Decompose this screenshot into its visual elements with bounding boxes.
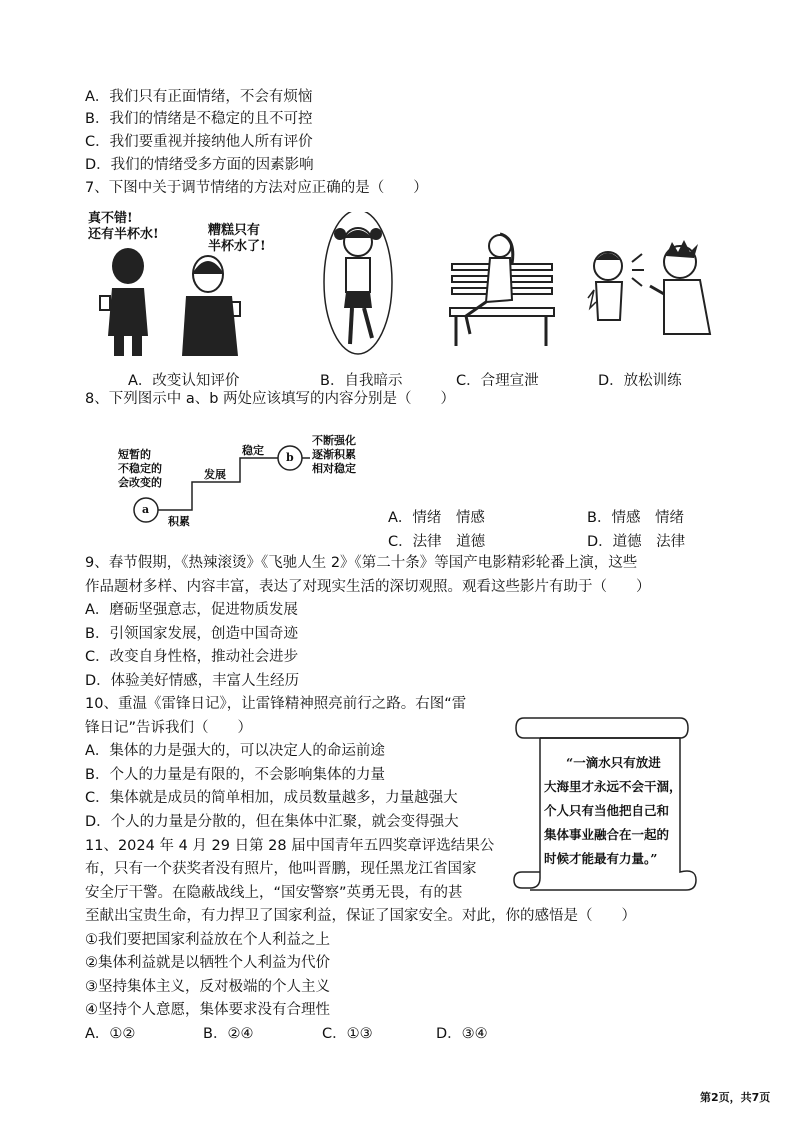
label-stable: 稳定 (242, 444, 264, 457)
two-men-glass-icon (88, 208, 278, 358)
q11-statement-3: ③坚持集体主义，反对极端的个人主义 (85, 979, 330, 995)
q8-option-c: C．法律 道德 (388, 534, 486, 550)
q10-option-c: C．集体就是成员的简单相加，成员数量越多，力量越强大 (85, 790, 458, 806)
label-accumulate: 积累 (168, 515, 190, 528)
q7-caption-c: C．合理宣泄 (456, 373, 539, 389)
q7-illustration-a (88, 208, 278, 358)
scroll-line-2: 大海里才永远不会干涸， (544, 779, 682, 794)
left-text-3: 会改变的 (118, 476, 162, 489)
q7-stem: 7、下图中关于调节情绪的方法对应正确的是（ ） (85, 180, 428, 196)
q10-option-d: D．个人的力量是分散的，但在集体中汇聚，就会变得强大 (85, 814, 459, 830)
scroll-line-3: 个人只有当他把自己和 (544, 803, 670, 818)
left-text-2: 不稳定的 (118, 462, 162, 475)
scroll-line-1: “一滴水只有放进 (566, 755, 661, 770)
q11-option-c: C．①③ (322, 1026, 373, 1042)
page-number: 第2页，共7页 (700, 1091, 771, 1104)
right-text-3: 相对稳定 (312, 462, 356, 475)
q10-stem-line2: 锋日记”告诉我们（ ） (85, 720, 253, 736)
q8-stem: 8、下列图示中 a、b 两处应该填写的内容分别是（ ） (85, 391, 456, 407)
q10-option-a: A．集体的力是强大的，可以决定人的命运前途 (85, 743, 385, 759)
q7-caption-b: B．自我暗示 (320, 373, 403, 389)
q6-option-b: B．我们的情绪是不稳定的且不可控 (85, 111, 313, 127)
q6-option-d: D．我们的情绪受多方面的因素影响 (85, 157, 314, 173)
q9-option-c: C．改变自身性格，推动社会进步 (85, 649, 299, 665)
q11-statement-2: ②集体利益就是以牺牲个人利益为代价 (85, 955, 330, 971)
q9-option-d: D．体验美好情感，丰富人生经历 (85, 673, 300, 689)
q10-stem-line1: 10、重温《雷锋日记》，让雷锋精神照亮前行之路。右图“雷 (85, 696, 467, 712)
q8-option-d: D．道德 法律 (587, 534, 686, 550)
q8-option-a: A．情绪 情感 (388, 510, 485, 526)
label-develop: 发展 (204, 468, 226, 481)
lei-feng-diary-scroll (510, 708, 702, 894)
q6-option-a: A．我们只有正面情绪，不会有烦恼 (85, 89, 313, 105)
q7-caption-a: A．改变认知评价 (128, 373, 240, 389)
q11-stem-line3: 安全厅干警。在隐蔽战线上，“国安警察”英勇无畏，有的甚 (85, 885, 463, 901)
q6-option-c: C．我们要重视并接纳他人所有评价 (85, 134, 313, 150)
q8-staircase-diagram (112, 430, 382, 530)
q9-stem-line1: 9、春节假期，《热辣滚烫》《飞驰人生 2》《第二十条》等国产电影精彩轮番上演，这些 (85, 555, 638, 571)
girl-on-bench-icon (446, 224, 558, 350)
q11-option-a: A．①② (85, 1026, 136, 1042)
left-text-1: 短暂的 (118, 448, 151, 461)
q11-stem-line4: 至献出宝贵生命，有力捍卫了国家利益，保证了国家安全。对此，你的感悟是（ ） (85, 908, 636, 924)
q9-option-b: B．引领国家发展，创造中国奇迹 (85, 626, 298, 642)
q11-option-b: B．②④ (203, 1026, 254, 1042)
q9-option-a: A．磨砺坚强意志，促进物质发展 (85, 602, 298, 618)
node-b: b (286, 451, 294, 464)
q11-stem-line1: 11、2024 年 4 月 29 日第 28 届中国青年五四奖章评选结果公 (85, 838, 495, 854)
q9-stem-line2: 作品题材多样、内容丰富，表达了对现实生活的深切观照。观看这些影片有助于（ ） (85, 579, 651, 595)
scroll-line-4: 集体事业融合在一起的 (544, 827, 670, 842)
bubble-right-line2: 半杯水了! (208, 239, 266, 254)
node-a: a (142, 503, 150, 516)
q7-caption-d: D．放松训练 (598, 373, 682, 389)
girl-skipping-rope-icon (318, 212, 398, 357)
q11-option-d: D．③④ (436, 1026, 488, 1042)
right-text-2: 逐渐积累 (312, 448, 356, 461)
boy-shouting-icon (580, 238, 720, 338)
bubble-left-line1: 真不错! (88, 211, 133, 226)
bubble-right-line1: 糟糕只有 (208, 223, 261, 238)
right-text-1: 不断强化 (312, 434, 356, 447)
scroll-line-5: 时候才能最有力量。” (544, 851, 658, 866)
q8-option-b: B．情感 情绪 (587, 510, 684, 526)
q11-statement-1: ①我们要把国家利益放在个人利益之上 (85, 932, 330, 948)
q10-option-b: B．个人的力量是有限的，不会影响集体的力量 (85, 767, 385, 783)
q11-statement-4: ④坚持个人意愿，集体要求没有合理性 (85, 1002, 330, 1018)
bubble-left-line2: 还有半杯水! (88, 227, 159, 242)
q11-stem-line2: 布，只有一个获奖者没有照片，他叫晋鹏，现任黑龙江省国家 (85, 861, 477, 877)
